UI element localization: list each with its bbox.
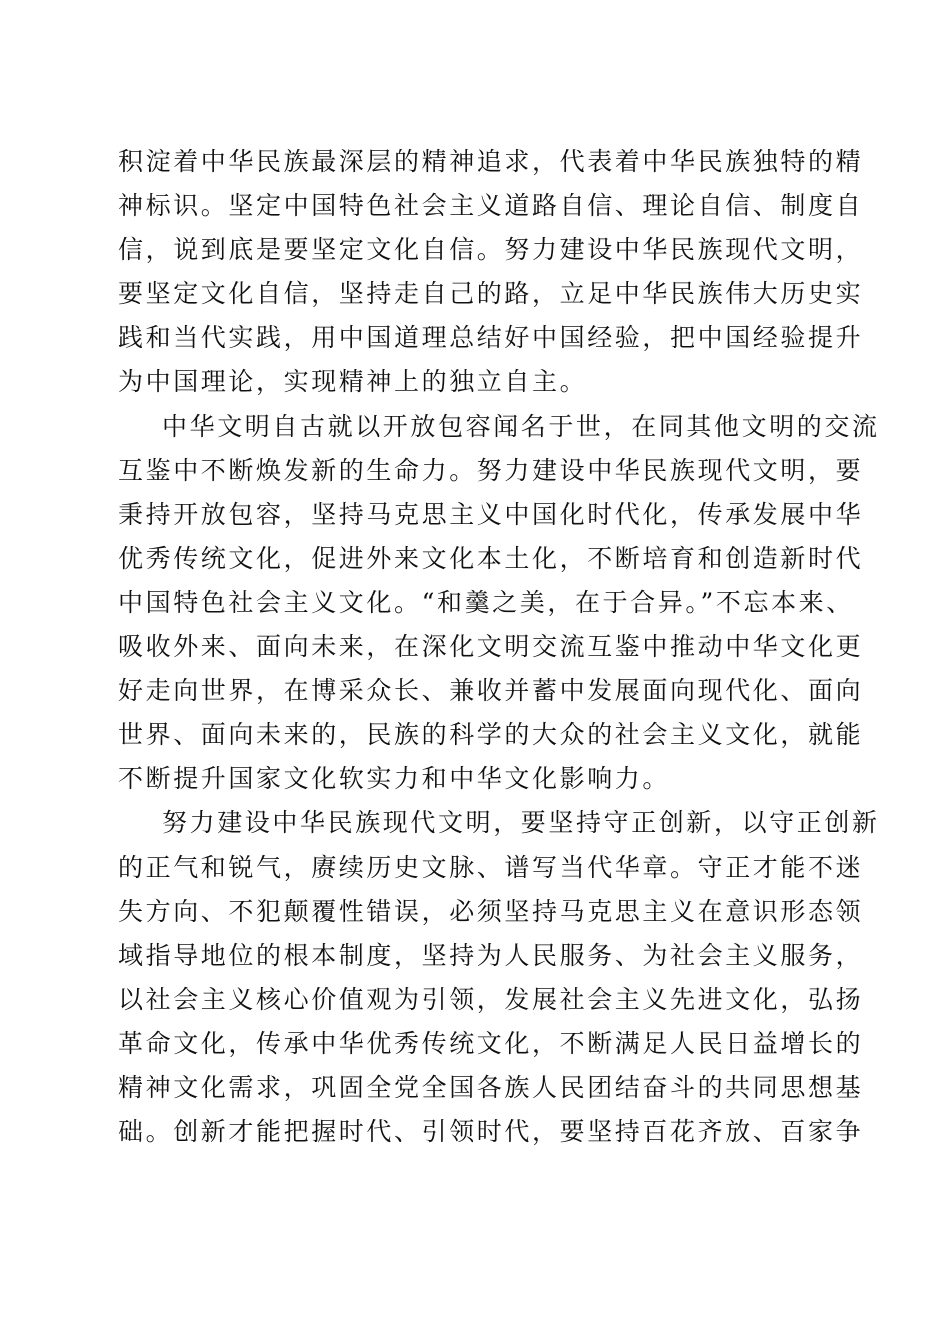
text-line: 精神文化需求，巩固全党全国各族人民团结奋斗的共同思想基 [118, 1072, 864, 1102]
text-line: 吸收外来、面向未来，在深化文明交流互鉴中推动中华文化更 [118, 632, 864, 662]
text-line: 信，说到底是要坚定文化自信。努力建设中华民族现代文明， [118, 235, 864, 265]
text-line: 以社会主义核心价值观为引领，发展社会主义先进文化，弘扬 [118, 984, 864, 1014]
paragraph-2 [118, 405, 880, 802]
document-body [118, 140, 880, 1154]
text-line: 域指导地位的根本制度，坚持为人民服务、为社会主义服务， [118, 940, 864, 970]
text-line: 世界、面向未来的，民族的科学的大众的社会主义文化，就能 [118, 720, 864, 750]
text-line: 为中国理论，实现精神上的独立自主。 [118, 367, 588, 397]
paragraph-3 [118, 801, 880, 1154]
text-line: 优秀传统文化，促进外来文化本土化，不断培育和创造新时代 [118, 543, 864, 573]
text-line: 失方向、不犯颠覆性错误，必须坚持马克思主义在意识形态领 [118, 896, 864, 926]
text-line: 秉持开放包容，坚持马克思主义中国化时代化，传承发展中华 [118, 499, 864, 529]
text-line: 努力建设中华民族现代文明，要坚持守正创新，以守正创新 [162, 808, 880, 838]
text-line: 的正气和锐气，赓续历史文脉、谱写当代华章。守正才能不迷 [118, 852, 864, 882]
text-line: 好走向世界，在博采众长、兼收并蓄中发展面向现代化、面向 [118, 676, 864, 706]
text-line: 要坚定文化自信，坚持走自己的路，立足中华民族伟大历史实 [118, 279, 864, 309]
text-line: 中华文明自古就以开放包容闻名于世，在同其他文明的交流 [162, 411, 880, 441]
text-line: 践和当代实践，用中国道理总结好中国经验，把中国经验提升 [118, 323, 864, 353]
text-line: 积淀着中华民族最深层的精神追求，代表着中华民族独特的精 [118, 147, 864, 176]
text-line: 中国特色社会主义文化。“和羹之美，在于合异。”不忘本来、 [118, 587, 854, 617]
text-line: 础。创新才能把握时代、引领时代，要坚持百花齐放、百家争 [118, 1117, 864, 1147]
paragraph-1 [118, 140, 864, 405]
text-line: 革命文化，传承中华优秀传统文化，不断满足人民日益增长的 [118, 1028, 864, 1058]
text-line: 不断提升国家文化软实力和中华文化影响力。 [118, 764, 671, 794]
text-line: 互鉴中不断焕发新的生命力。努力建设中华民族现代文明，要 [118, 455, 864, 485]
text-line: 神标识。坚定中国特色社会主义道路自信、理论自信、制度自 [118, 191, 864, 221]
